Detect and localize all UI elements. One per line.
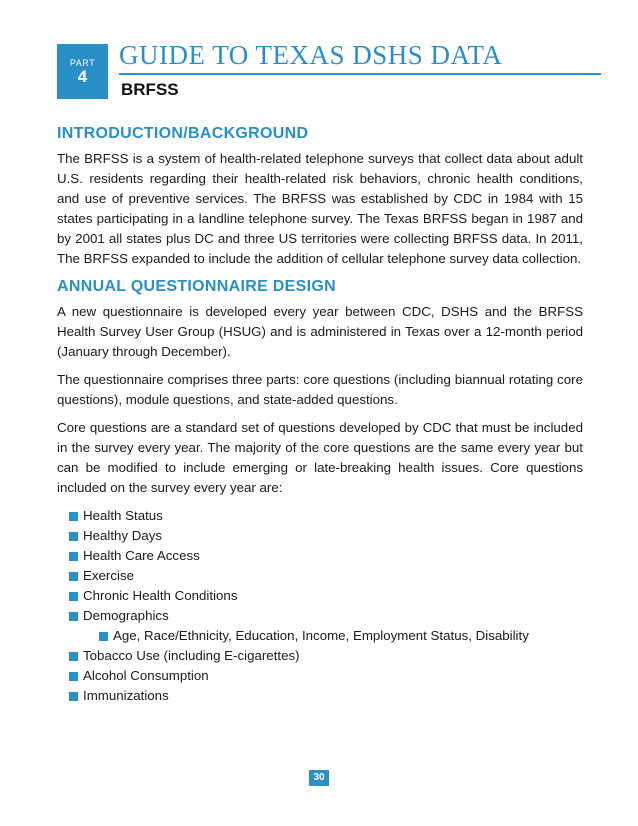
list-item <box>57 506 583 526</box>
list-item-label: Health Status <box>83 508 163 523</box>
list-item <box>57 606 583 626</box>
part-label: PART <box>69 58 96 68</box>
list-item <box>57 666 583 686</box>
list-item <box>57 566 583 586</box>
main-content <box>57 124 583 706</box>
list-item-label: Demographics <box>83 608 169 623</box>
title-divider <box>119 73 601 75</box>
bullet-square-icon <box>69 512 78 521</box>
list-item-label: Chronic Health Conditions <box>83 588 238 603</box>
list-item-label: Alcohol Consumption <box>83 668 209 683</box>
part-number: 4 <box>77 67 88 86</box>
list-item-label: Tobacco Use (including E-cigarettes) <box>83 648 300 663</box>
bullet-square-icon <box>99 632 108 641</box>
design-paragraph-3: Core questions are a standard set of questions developed by CDC that must be included in the survey every year. The majority of the core questions are the same every year but can be modified to include emerging or late-breaking health issues. Core questions included on the survey every year are: <box>57 420 583 495</box>
list-item <box>57 546 583 566</box>
part-badge <box>57 44 108 99</box>
core-questions-list <box>57 506 583 706</box>
bullet-square-icon <box>69 612 78 621</box>
page-number: 30 <box>309 770 329 786</box>
bullet-square-icon <box>69 552 78 561</box>
list-item <box>57 686 583 706</box>
list-item <box>57 646 583 666</box>
design-paragraph-1: A new questionnaire is developed every year between CDC, DSHS and the BRFSS Health Survey User Group (HSUG) and is administered in Texas over a 12-month period (January through December). <box>57 304 583 359</box>
intro-heading: INTRODUCTION/BACKGROUND <box>57 125 309 142</box>
intro-paragraph: The BRFSS is a system of health-related telephone surveys that collect data about adult U.S. residents regarding their health-related risk behaviors, chronic health conditions, and use of preventive services. The BRFSS was established by CDC in 1984 with 15 states participating in a landline telephone survey. The Texas BRFSS began in 1987 and by 2001 all states plus DC and three US territories were collecting BRFSS data. In 2011, The BRFSS expanded to include the addition of cellular telephone survey data collection. <box>57 151 583 266</box>
sub-list-item <box>57 626 583 646</box>
list-item <box>57 526 583 546</box>
list-item-label: Healthy Days <box>83 528 163 543</box>
list-item-label: Exercise <box>83 568 134 583</box>
list-item <box>57 586 583 606</box>
bullet-square-icon <box>69 652 78 661</box>
list-item-label: Immunizations <box>83 688 169 703</box>
bullet-square-icon <box>69 692 78 701</box>
bullet-square-icon <box>69 672 78 681</box>
page-subtitle: BRFSS <box>121 80 179 99</box>
bullet-square-icon <box>69 592 78 601</box>
guide-title: GUIDE TO TEXAS DSHS DATA <box>119 40 503 70</box>
list-item-label: Age, Race/Ethnicity, Education, Income, Employment Status, Disability <box>113 628 529 643</box>
list-item-label: Health Care Access <box>83 548 200 563</box>
bullet-square-icon <box>69 572 78 581</box>
design-heading: ANNUAL QUESTIONNAIRE DESIGN <box>57 278 336 295</box>
bullet-square-icon <box>69 532 78 541</box>
design-paragraph-2: The questionnaire comprises three parts: core questions (including biannual rotating core questions), module questions, and state-added questions. <box>57 372 583 407</box>
